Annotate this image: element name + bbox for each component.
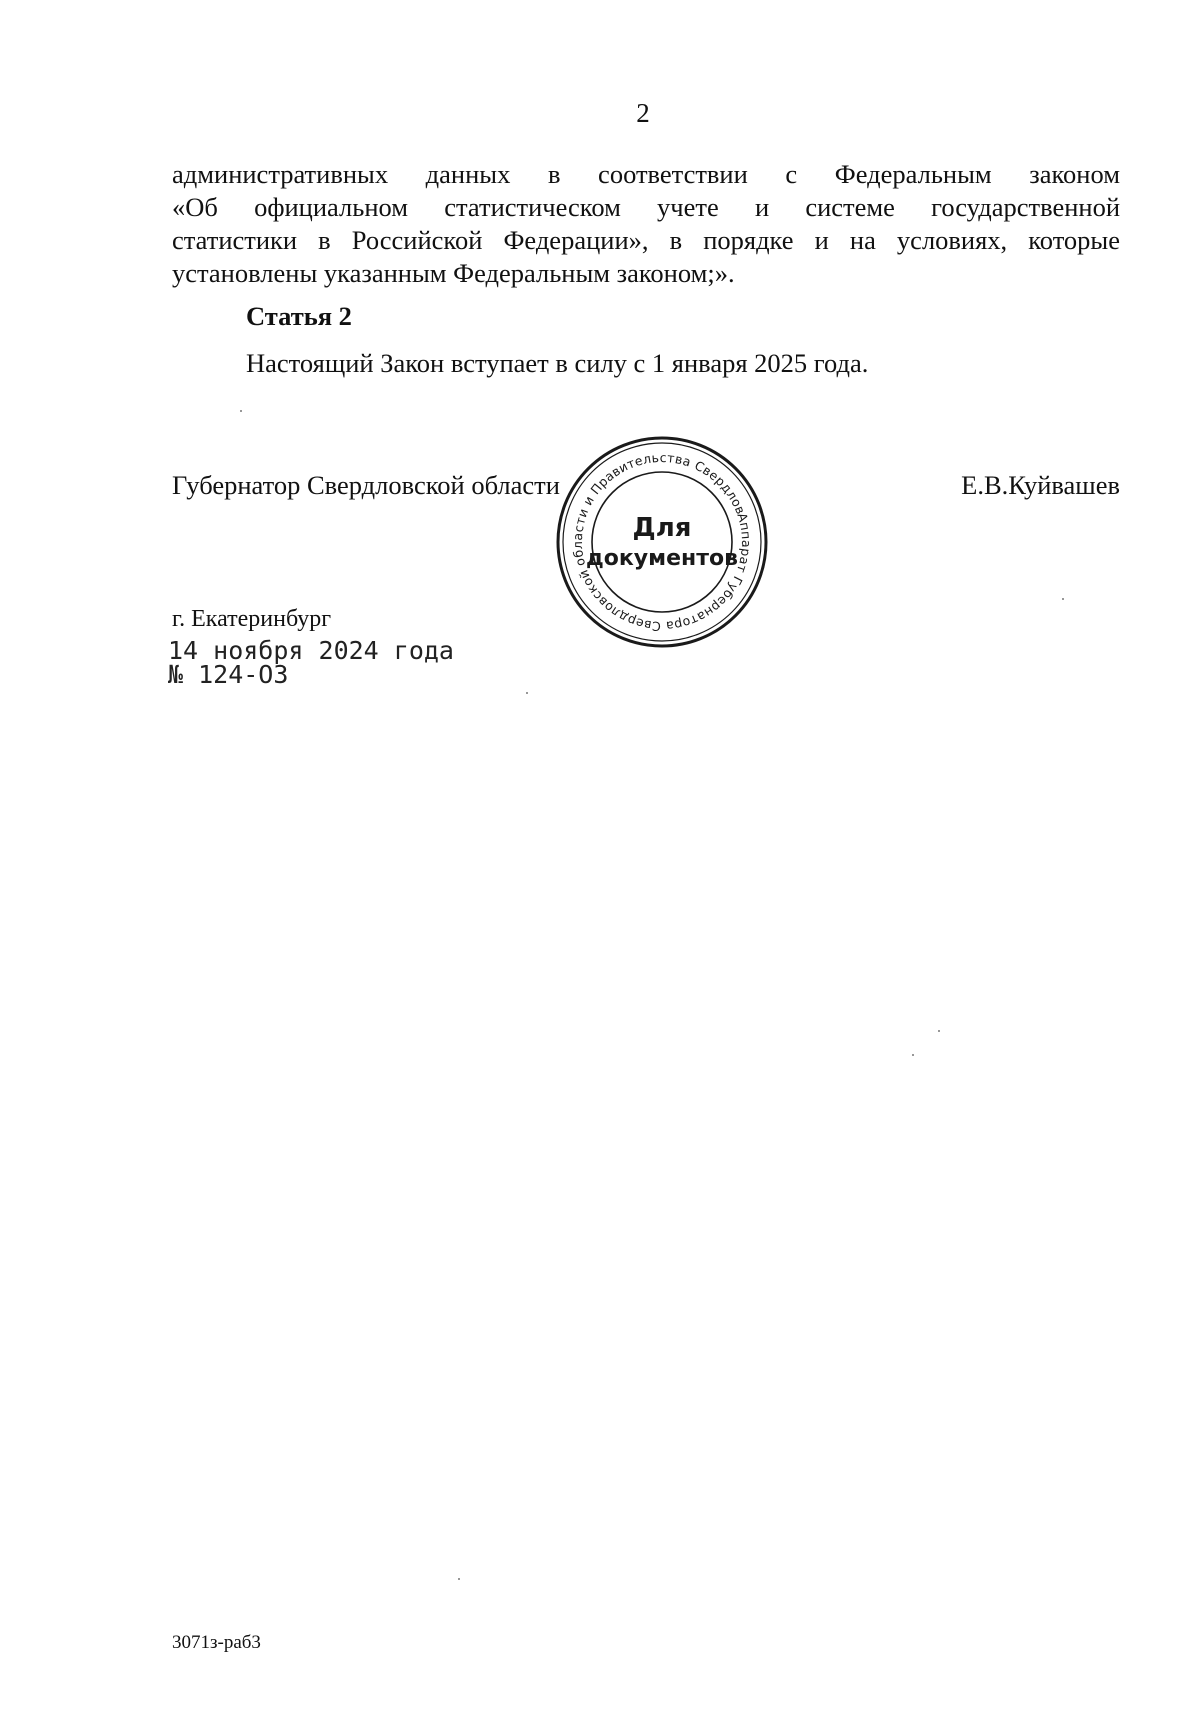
body-line: статистики в Российской Федерации», в порядке и на условиях, которые: [172, 225, 1120, 255]
seal-center-line2: документов: [585, 546, 739, 571]
place-of-signing: г. Екатеринбург: [172, 606, 332, 632]
governor-name: Е.В.Куйвашев: [961, 470, 1120, 500]
page-number: 2: [636, 98, 650, 128]
body-line: установлены указанным Федеральным законом;».: [172, 258, 735, 288]
official-seal: [554, 434, 770, 650]
body-line: «Об официальном статистическом учете и системе государственной: [172, 192, 1120, 222]
law-number: № 124-ОЗ: [168, 660, 289, 689]
article-text: Настоящий Закон вступает в силу с 1 января 2025 года.: [246, 348, 869, 378]
body-line: административных данных в соответствии с Федеральным законом: [172, 159, 1120, 189]
seal-center-line1: Для: [632, 513, 692, 543]
scan-speck: [526, 692, 528, 694]
article-title: Статья 2: [246, 301, 352, 331]
footer-code: 3071з-раб3: [172, 1632, 261, 1653]
scan-speck: [912, 1054, 914, 1056]
scan-speck: [240, 410, 242, 412]
governor-title: Губернатор Свердловской области: [172, 470, 560, 500]
body-paragraph: [172, 158, 1120, 290]
scan-speck: [1062, 598, 1064, 600]
seal-ring-text: Аппарат Губернатора Свердловской области и Правительства Свердловской: [569, 449, 755, 635]
scan-speck: [458, 1578, 460, 1580]
scan-speck: [938, 1030, 940, 1032]
signing-date: 14 ноября 2024 года: [168, 636, 454, 665]
